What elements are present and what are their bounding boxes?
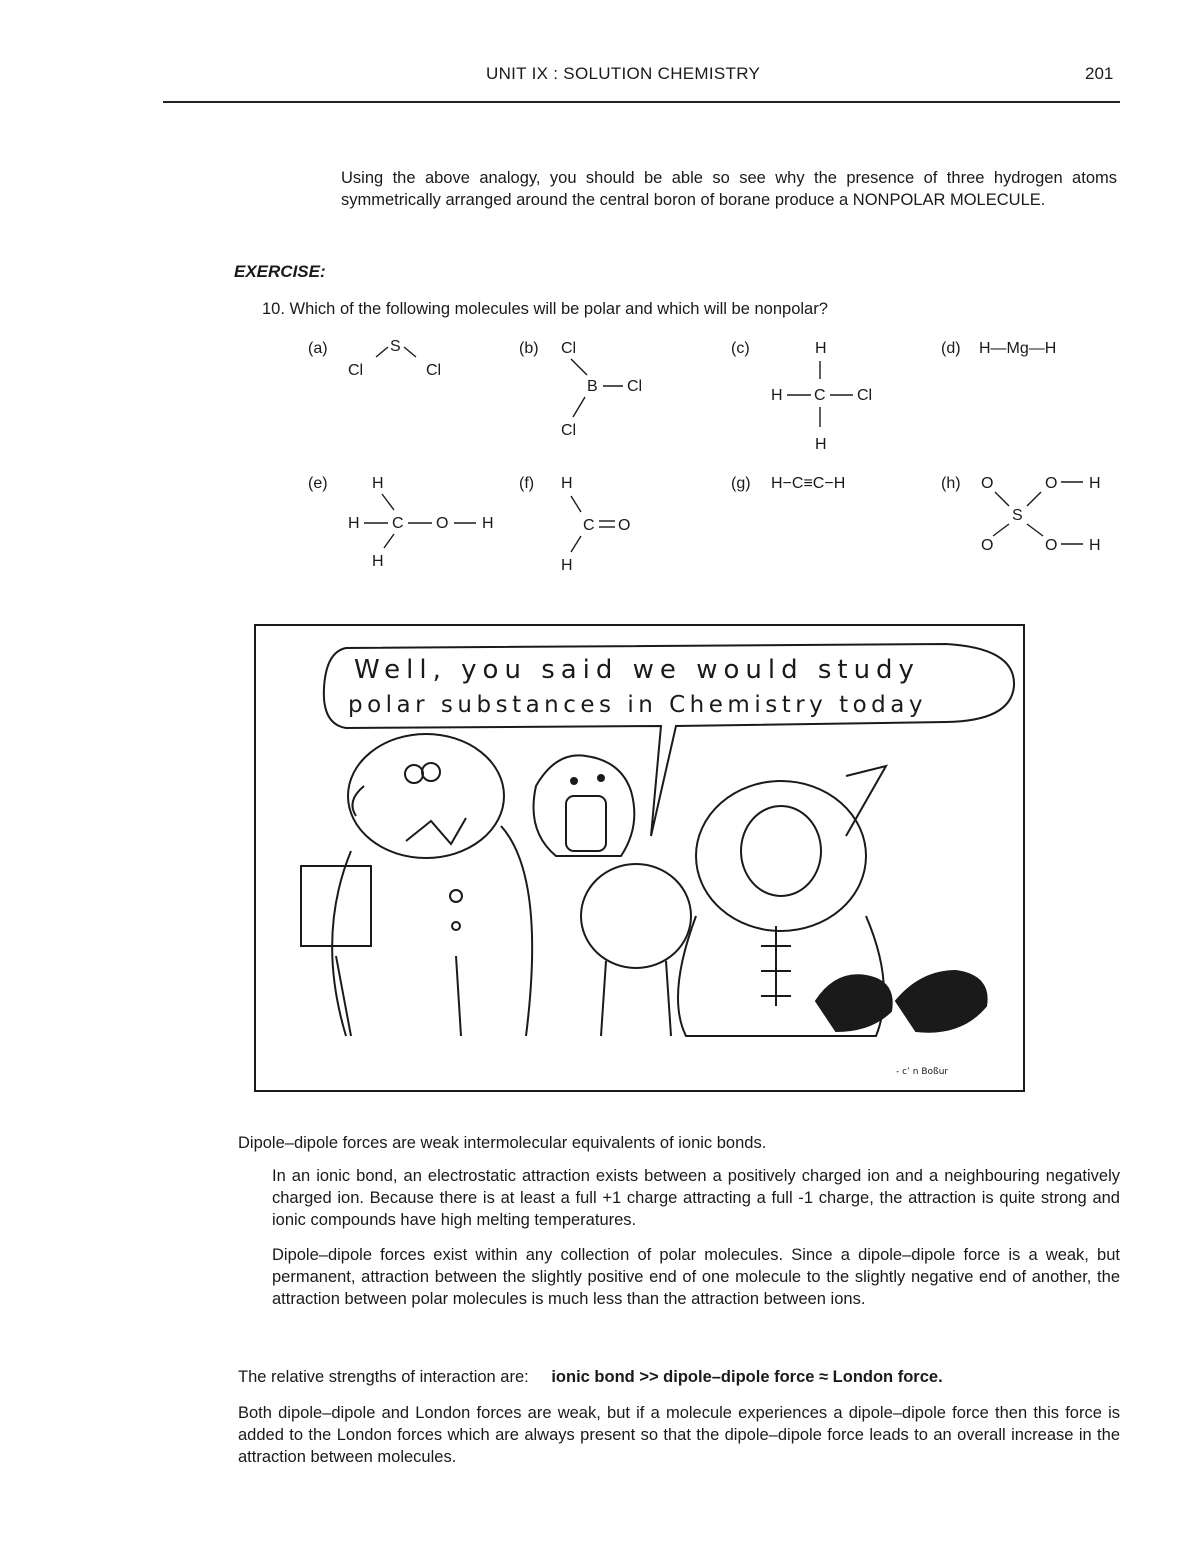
cartoon-frame — [254, 624, 1025, 1092]
bond — [1027, 492, 1041, 506]
molecule-f — [519, 470, 669, 585]
atom-h: H — [482, 515, 494, 532]
molecule-b-label: (b) — [519, 340, 539, 357]
atom-h: H — [372, 553, 384, 570]
beaver-figure — [534, 755, 635, 856]
atom-c: C — [814, 387, 826, 404]
atom-h: H — [372, 475, 384, 492]
atom-o: O — [981, 475, 994, 492]
exercise-title: EXERCISE: — [234, 262, 326, 281]
atom-h: H — [815, 340, 827, 357]
bond — [993, 524, 1009, 536]
atom-s: S — [390, 338, 401, 355]
bond — [573, 397, 585, 417]
bond — [995, 492, 1009, 506]
atom-o: O — [1045, 537, 1058, 554]
cartoon-signature: - c’ n Boßur — [896, 1067, 949, 1077]
atom-h: H — [815, 436, 827, 453]
atom-cl: Cl — [348, 362, 364, 379]
atom-s: S — [1012, 507, 1023, 524]
molecule-e — [308, 470, 518, 585]
bond — [404, 347, 416, 357]
atom-cl: Cl — [561, 422, 577, 439]
atom-c: C — [392, 515, 404, 532]
dipole-paragraph: Dipole–dipole forces exist within any collection of polar molecules. Since a dipole–dipole force is a weak, but permanent, attraction between the slightly positive end of one molecule to the slightly negative end of another, the attraction between polar molecules is much less than the attraction between ions. — [272, 1246, 1120, 1308]
ionic-paragraph: In an ionic bond, an electrostatic attraction exists between a positively charged ion and a neighbouring negatively charged ion. Because there is at least a full +1 charge attracting a full -1 charge, the attraction is quite strong and ionic compounds have high melting temperatures. — [272, 1167, 1120, 1229]
atom-cl: Cl — [857, 387, 873, 404]
molecule-g-label: (g) — [731, 475, 751, 492]
molecule-c-label: (c) — [731, 340, 750, 357]
molecule-c — [731, 335, 901, 465]
molecule-e-label: (e) — [308, 475, 328, 492]
molecule-g-formula: H−C≡C−H — [771, 475, 846, 492]
molecule-a — [308, 335, 468, 400]
atom-b: B — [587, 378, 598, 395]
bond — [571, 496, 581, 512]
molecule-b — [519, 335, 679, 450]
header-rule — [163, 101, 1120, 103]
final-paragraph: Both dipole–dipole and London forces are weak, but if a molecule experiences a dipole–dipole force then this force is added to the London forces which are always present so that the dipole–dipole force leads to an overall increase in the attraction between molecules. — [238, 1404, 1120, 1466]
atom-c: C — [583, 517, 595, 534]
exercise-question: 10. Which of the following molecules will be polar and which will be nonpolar? — [262, 300, 828, 318]
atom-h: H — [1089, 475, 1101, 492]
bond — [1027, 524, 1043, 536]
molecule-d-formula: H—Mg—H — [979, 340, 1057, 357]
atom-h: H — [1089, 537, 1101, 554]
atom-o: O — [436, 515, 449, 532]
kid-figure — [581, 864, 691, 1036]
atom-o: O — [981, 537, 994, 554]
atom-h: H — [561, 475, 573, 492]
bond — [571, 536, 581, 552]
bond — [384, 534, 394, 548]
molecule-d-label: (d) — [941, 340, 961, 357]
molecule-f-label: (f) — [519, 475, 535, 492]
page-number: 201 — [1085, 64, 1114, 83]
professor-figure — [301, 734, 532, 1036]
bond — [382, 494, 394, 510]
speech-line-1: Well, you said we would study — [354, 655, 920, 685]
penguin-figures — [816, 971, 987, 1032]
atom-h: H — [771, 387, 783, 404]
atom-cl: Cl — [627, 378, 643, 395]
molecule-d — [941, 335, 1111, 370]
strength-label: The relative strengths of interaction are: — [238, 1368, 529, 1386]
strength-order: ionic bond >> dipole–dipole force ≈ London force. — [551, 1368, 943, 1386]
intro-paragraph: Using the above analogy, you should be able so see why the presence of three hydrogen atoms symmetrically arranged around the central boron of borane produce a NONPOLAR MOLECULE. — [341, 169, 1117, 209]
molecule-h — [941, 470, 1111, 565]
dipole-heading: Dipole–dipole forces are weak intermolecular equivalents of ionic bonds. — [238, 1134, 767, 1152]
atom-h: H — [348, 515, 360, 532]
molecule-g — [731, 470, 901, 505]
speech-line-2: polar substances in Chemistry today — [348, 692, 927, 718]
page-header-title: UNIT IX : SOLUTION CHEMISTRY — [486, 64, 761, 83]
atom-o: O — [1045, 475, 1058, 492]
atom-cl: Cl — [426, 362, 442, 379]
atom-h: H — [561, 557, 573, 574]
molecule-h-label: (h) — [941, 475, 961, 492]
bond — [571, 359, 587, 375]
strength-line — [238, 1366, 1118, 1388]
atom-cl: Cl — [561, 340, 577, 357]
bond — [376, 347, 388, 357]
atom-o: O — [618, 517, 631, 534]
molecule-a-label: (a) — [308, 340, 328, 357]
